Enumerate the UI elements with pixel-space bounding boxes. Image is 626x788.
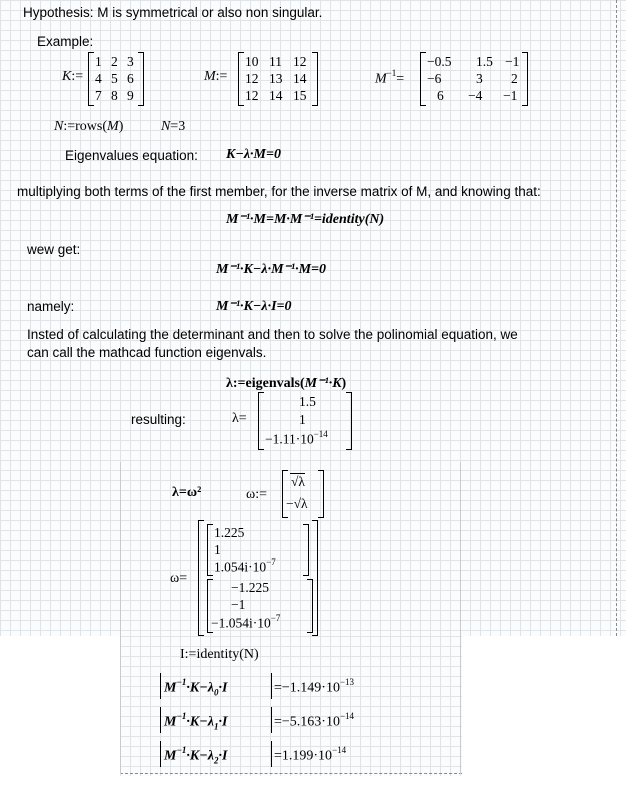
k-cell: 7	[95, 88, 102, 103]
lambda-cell: 1	[299, 412, 306, 427]
right-margin-line	[616, 0, 617, 636]
omega-cell: 1	[214, 542, 221, 557]
minv-cell: 2	[511, 71, 518, 86]
m-cell: 13	[269, 71, 283, 86]
n-definition[interactable]: N:=rows(M)	[54, 119, 124, 134]
lambda-result-lhs[interactable]: λ=	[232, 411, 247, 426]
omega-cell: 1.225	[214, 525, 245, 540]
minv-cell: −1	[505, 54, 520, 69]
k-name[interactable]: K:=	[62, 69, 84, 84]
m-cell: 14	[293, 71, 307, 86]
n-result[interactable]: N=3	[161, 119, 186, 134]
det-result: $=-1.149\cdot 10^{-13}$	[274, 677, 355, 696]
lambda-cell: 1.5	[299, 394, 316, 409]
det-result: $=-5.163\cdot 10^{-14}$	[274, 711, 355, 730]
region-border-right	[460, 462, 461, 774]
det-expr: $M^{-1}\cdot K-\lambda_1\cdot I$	[164, 711, 228, 732]
minv-cell: −4	[468, 88, 483, 103]
instead-text-line2[interactable]: can call the mathcad function eigenvals.	[27, 345, 267, 360]
hypothesis-text[interactable]: Hypothesis: M is symmetrical or also non singular.	[23, 5, 323, 20]
minv-cell: −1	[503, 88, 518, 103]
identity-definition[interactable]: I:=identity(N)	[180, 647, 259, 662]
k-cell: 3	[127, 54, 134, 69]
eigenvalues-label[interactable]: Eigenvalues equation:	[65, 148, 198, 163]
neg-sqrt-lambda: −√λ	[286, 496, 308, 511]
example-label[interactable]: Example:	[37, 34, 94, 49]
det-expr: $M^{-1}\cdot K-\lambda_2\cdot I$	[164, 745, 228, 766]
omega-cell: −1	[231, 597, 246, 612]
omega-def-lhs[interactable]: ω:=	[246, 487, 267, 502]
namely-equation[interactable]: M⁻¹·K−λ·I=0	[216, 299, 292, 314]
omega-cell: −1.225	[231, 580, 269, 595]
multiply-text[interactable]: multiplying both terms of the first member, for the inverse matrix of M, and knowing that:	[17, 184, 541, 199]
k-cell: 2	[111, 54, 118, 69]
minv-cell: −0.5	[427, 54, 452, 69]
omega-cell: $1.054i\cdot 10^{-7}$	[214, 557, 276, 575]
minv-name[interactable]: $M^{-1}=$	[375, 68, 405, 87]
lambda-cell: $-1.11\cdot 10^{-14}$	[265, 429, 328, 447]
k-matrix[interactable]	[88, 52, 144, 106]
minv-cell: 3	[476, 71, 483, 86]
m-cell: 10	[245, 54, 259, 69]
instead-text-line1[interactable]: Insted of calculating the determinant and then to solve the polinomial equation, we	[27, 327, 518, 342]
m-cell: 12	[245, 71, 259, 86]
m-cell: 12	[293, 54, 307, 69]
omega-def-vector[interactable]	[282, 470, 324, 518]
page-break-line	[120, 773, 462, 774]
eigenvalues-equation[interactable]: K−λ·M=0	[226, 147, 281, 162]
det-expr: $M^{-1}\cdot K-\lambda_0\cdot I$	[164, 677, 228, 698]
m-cell: 15	[293, 88, 307, 103]
omega-cell: $-1.054i\cdot 10^{-7}$	[211, 613, 281, 631]
omega-relation[interactable]: λ=ω²	[172, 485, 202, 500]
m-cell: 12	[245, 88, 259, 103]
k-cell: 9	[127, 88, 134, 103]
lambda-definition[interactable]: λ:=eigenvals(M⁻¹·K)	[226, 376, 347, 391]
m-matrix[interactable]	[238, 52, 318, 106]
omega-bottom-vector	[207, 579, 313, 633]
minv-cell: 1.5	[476, 54, 493, 69]
lambda-vector[interactable]	[258, 392, 352, 450]
region-border-left	[120, 462, 121, 774]
namely-text[interactable]: namely:	[27, 299, 75, 314]
k-cell: 5	[111, 71, 118, 86]
m-cell: 11	[269, 54, 282, 69]
identity-equation[interactable]: M⁻¹·M=M·M⁻¹=identity(N)	[226, 212, 385, 227]
k-cell: 8	[111, 88, 118, 103]
get-text[interactable]: wew get:	[27, 242, 81, 257]
m-cell: 14	[269, 88, 283, 103]
k-cell: 6	[127, 71, 134, 86]
omega-top-vector	[207, 524, 309, 576]
resulting-label[interactable]: resulting:	[131, 412, 186, 427]
get-equation[interactable]: M⁻¹·K−λ·M⁻¹·M=0	[216, 262, 327, 277]
det-result: $=1.199\cdot 10^{-14}$	[274, 745, 347, 764]
k-cell: 4	[95, 71, 102, 86]
minv-matrix[interactable]	[420, 52, 528, 106]
sqrt-lambda: √λ	[291, 474, 305, 489]
minv-cell: 6	[437, 88, 444, 103]
omega-result-lhs[interactable]: ω=	[170, 571, 188, 586]
k-cell: 1	[95, 54, 102, 69]
omega-result-vector[interactable]	[198, 520, 318, 636]
m-name[interactable]: M:=	[204, 69, 228, 84]
minv-cell: −6	[427, 71, 442, 86]
